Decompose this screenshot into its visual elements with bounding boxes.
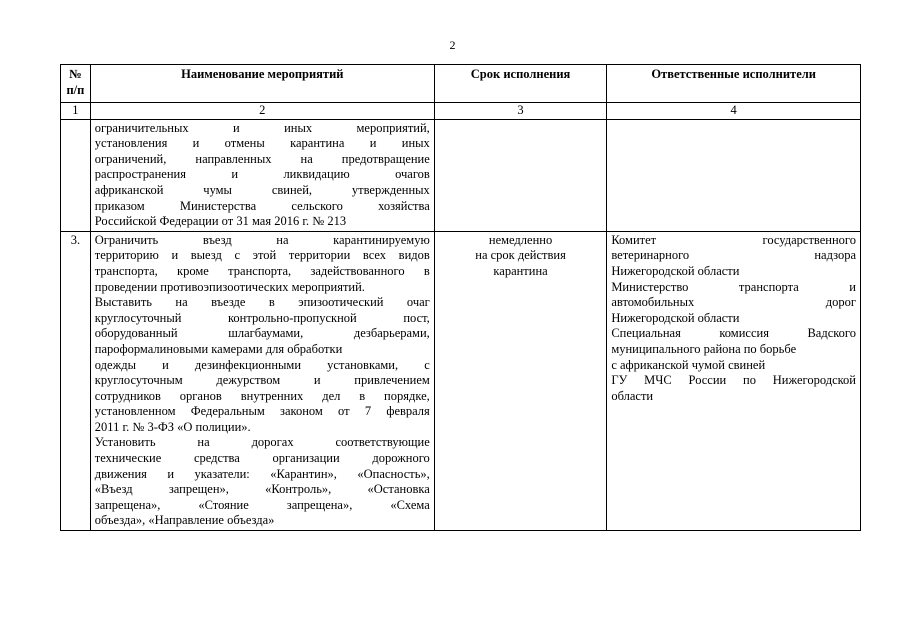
column-number-row: [61, 103, 861, 120]
responsible-cell: [607, 119, 861, 231]
deadline-line: карантина: [493, 263, 548, 278]
text-line: проведении противоэпизоотических мероприятий.: [94, 279, 365, 294]
responsible-line: Нижегородской области: [611, 263, 740, 278]
text-line: круглосуточный контрольно-пропускной пост,: [94, 310, 430, 325]
measure-cell: [90, 119, 434, 231]
page-number: 2: [449, 38, 456, 52]
responsible-line: муниципального района по борьбе: [611, 341, 797, 356]
deadline-line: на срок действия: [475, 248, 566, 263]
text-line: ограничительных и иных мероприятий,: [94, 120, 430, 135]
deadline-cell: [434, 119, 607, 231]
text-line: территорию и выезд с этой территории всех видов: [94, 248, 430, 263]
row-number-cell: [61, 119, 91, 231]
header-number-abbr: п/п: [66, 82, 85, 97]
responsible-cell: [607, 231, 861, 530]
text-line: установления и отмены карантина и иных: [94, 136, 430, 151]
measures-table: [60, 64, 861, 531]
header-measures: Наименование мероприятий: [90, 65, 434, 103]
measure-cell: [90, 231, 434, 530]
header-number-symbol: №: [69, 67, 82, 81]
text-line: африканской чумы свиней, утвержденных: [94, 182, 430, 197]
text-line: установленном Федеральным законом от 7 февраля: [94, 404, 430, 419]
text-line: распространения и ликвидацию очагов: [94, 167, 430, 182]
header-number: [61, 65, 91, 103]
text-line: Российской Федерации от 31 мая 2016 г. № 213: [94, 214, 347, 229]
table-header-row: [61, 65, 861, 103]
text-line: запрещена», «Стояние запрещена», «Схема: [94, 497, 430, 512]
text-line: движения и указатели: «Карантин», «Опасность»,: [94, 466, 430, 481]
column-number: 1: [61, 103, 91, 120]
responsible-line: ветеринарного надзора: [611, 248, 856, 263]
responsible-line: области: [611, 388, 654, 403]
responsible-line: автомобильных дорог: [611, 295, 856, 310]
text-line: «Въезд запрещен», «Контроль», «Остановка: [94, 482, 430, 497]
column-number: 4: [607, 103, 861, 120]
responsible-line: Комитет государственного: [611, 232, 856, 247]
column-number: 2: [90, 103, 434, 120]
text-line: Установить на дорогах соответствующие: [94, 435, 430, 450]
text-line: одежды и дезинфекционными установками, с: [94, 357, 430, 372]
text-line: круглосуточным дежурством и привлечением: [94, 373, 430, 388]
text-line: Ограничить въезд на карантинируемую: [94, 232, 430, 247]
text-line: приказом Министерства сельского хозяйства: [94, 198, 430, 213]
text-line: оборудованный шлагбаумами, дезбарьерами,: [94, 326, 430, 341]
deadline-cell: [434, 231, 607, 530]
text-line: сотрудников органов внутренних дел в порядке,: [94, 388, 430, 403]
responsible-line: Министерство транспорта и: [611, 279, 856, 294]
text-line: технические средства организации дорожного: [94, 451, 430, 466]
header-deadline: Срок исполнения: [434, 65, 607, 103]
text-line: ограничений, направленных на предотвращение: [94, 151, 430, 166]
responsible-line: Нижегородской области: [611, 310, 740, 325]
text-line: Выставить на въезде в эпизоотический очаг: [94, 295, 430, 310]
responsible-line: ГУ МЧС России по Нижегородской: [611, 373, 856, 388]
table-row-continuation: [61, 119, 861, 231]
responsible-line: с африканской чумой свиней: [611, 357, 766, 372]
responsible-line: Специальная комиссия Вадского: [611, 326, 856, 341]
table-row-3: [61, 231, 861, 530]
text-line: транспорта, кроме транспорта, задействованного в: [94, 263, 430, 278]
column-number: 3: [434, 103, 607, 120]
deadline-line: немедленно: [488, 232, 553, 247]
text-line: 2011 г. № 3-ФЗ «О полиции».: [94, 419, 251, 434]
row-number-cell: 3.: [61, 231, 91, 530]
header-responsible: Ответственные исполнители: [607, 65, 861, 103]
text-line: объезда», «Направление объезда»: [94, 513, 275, 528]
text-line: пароформалиновыми камерами для обработки: [94, 341, 343, 356]
